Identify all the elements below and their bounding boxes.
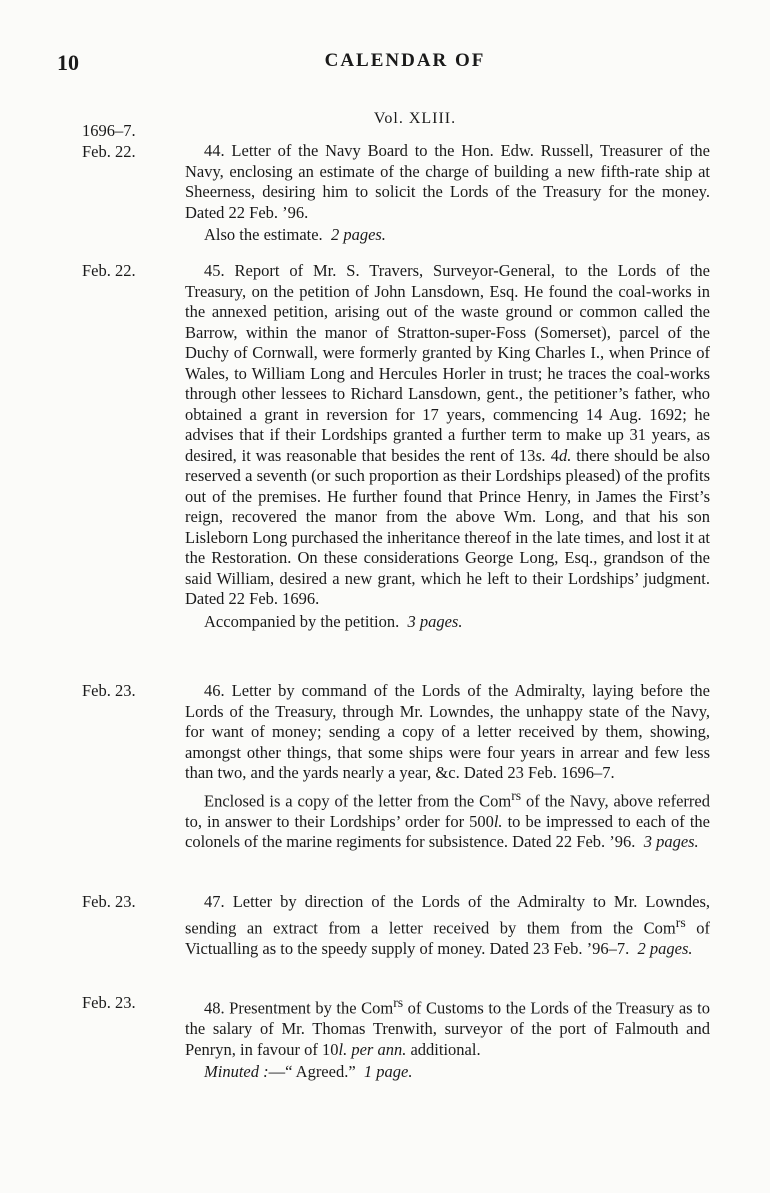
entry-body <box>185 892 710 959</box>
entry-text: 44. Letter of the Navy Board to the Hon. Edw. Russell, Treasurer of the Navy, enclosing an estimate of the charge of building a new fifth-rate ship at Sheerness, desiring him to solicit the Lords of the Treasury for the money. Dated 22 Feb. ’96. <box>185 141 710 222</box>
entry-note: Accompanied by the petition. 3 pages. <box>204 611 463 631</box>
year-label: 1696–7. <box>82 121 136 140</box>
volume-heading: Vol. XLIII. <box>373 110 457 127</box>
pages-count: 2 pages. <box>637 938 693 958</box>
entry-body <box>185 681 710 853</box>
entry-47 <box>82 892 710 959</box>
entry-note: Also the estimate. 2 pages. <box>204 225 386 244</box>
entry-45 <box>82 261 710 632</box>
pages-count: 3 pages. <box>643 832 699 851</box>
page-number: 10 <box>57 50 79 75</box>
entry-body <box>185 993 710 1083</box>
entry-date <box>82 121 172 162</box>
date-label: Feb. 23. <box>82 993 136 1012</box>
running-head: CALENDAR OF <box>324 50 486 71</box>
entry-48 <box>82 993 710 1083</box>
date-label: Feb. 23. <box>82 892 136 911</box>
entry-44 <box>82 121 710 246</box>
date-label: Feb. 22. <box>82 141 136 161</box>
entry-body <box>185 121 710 246</box>
entry-note: Minuted :—“ Agreed.” 1 page. <box>204 1062 413 1081</box>
entry-note: Enclosed is a copy of the letter from the Com$^{rs}$ of the Navy, above referred to, in answer to their Lordships’ order for 500l. to be impressed to each of the colonels of the marine regiments for subsistence. Dated 22 Feb. ’96. 3 pages. <box>185 787 710 851</box>
entry-text: 45. Report of Mr. S. Travers, Surveyor-General, to the Lords of the Treasury, on the petition of John Lansdown, Esq. He found the coal-works in the annexed petition, arising out of the waste ground or common called the Barrow, within the manor of Stratton-super-Foss (Somerset), parcel of the Duchy of Cornwall, were formerly granted by King Charles I., when Prince of Wales, to William Long and Hercules Horler in trust; he traces the coal-works through other lessees to Richard Lansdown, gent., the petitioner’s father, who obtained a grant in reversion for 17 years, commencing 14 Aug. 1692; he advises that if their Lordships granted a further term to make up 31 years, as desired, it was reasonable that besides the rent of 13s. 4d. there should be also reserved a seventh (or such proportion as their Lordships pleased) of the profits out of the premises. He further found that Prince Henry, in James the First’s reign, recovered the manor from the above Wm. Long, and that his son Lisleborn Long purchased the inheritance thereof in the late times, and lost it at the Restoration. On these considerations George Long, Esq., grandson of the said William, desired a new grant, which he left to their Lordships’ judgment. Dated 22 Feb. 1696. <box>185 261 711 608</box>
entry-text: 46. Letter by command of the Lords of the Admiralty, laying before the Lords of the Treasury, through Mr. Lowndes, the unhappy state of the Navy, for want of money; sending a copy of a letter received by them, showing, amongst other things, that some ships were four years in arrear and few less than two, and the yards nearly a year, &c. Dated 23 Feb. 1696–7. <box>185 681 710 782</box>
pages-count: 1 page. <box>363 1062 413 1081</box>
pages-count: 2 pages. <box>330 225 386 244</box>
entry-text: 48. Presentment by the Com$^{rs}$ of Customs to the Lords of the Treasury as to the salary of Mr. Thomas Trenwith, surveyor of the port of Falmouth and Penryn, in favour of 10l. per ann. additional. <box>185 995 710 1059</box>
date-label: Feb. 22. <box>82 261 136 280</box>
entry-46 <box>82 681 710 853</box>
date-label: Feb. 23. <box>82 681 136 700</box>
entry-text: 47. Letter by direction of the Lords of the Admiralty to Mr. Lowndes, sending an extract from a letter received by them from the Com$^{rs}$ of Victualling as to the speedy supply of money. Dated 23 Feb. ’96–7. 2 pages. <box>185 892 710 958</box>
entry-body <box>185 261 710 632</box>
pages-count: 3 pages. <box>407 611 463 631</box>
